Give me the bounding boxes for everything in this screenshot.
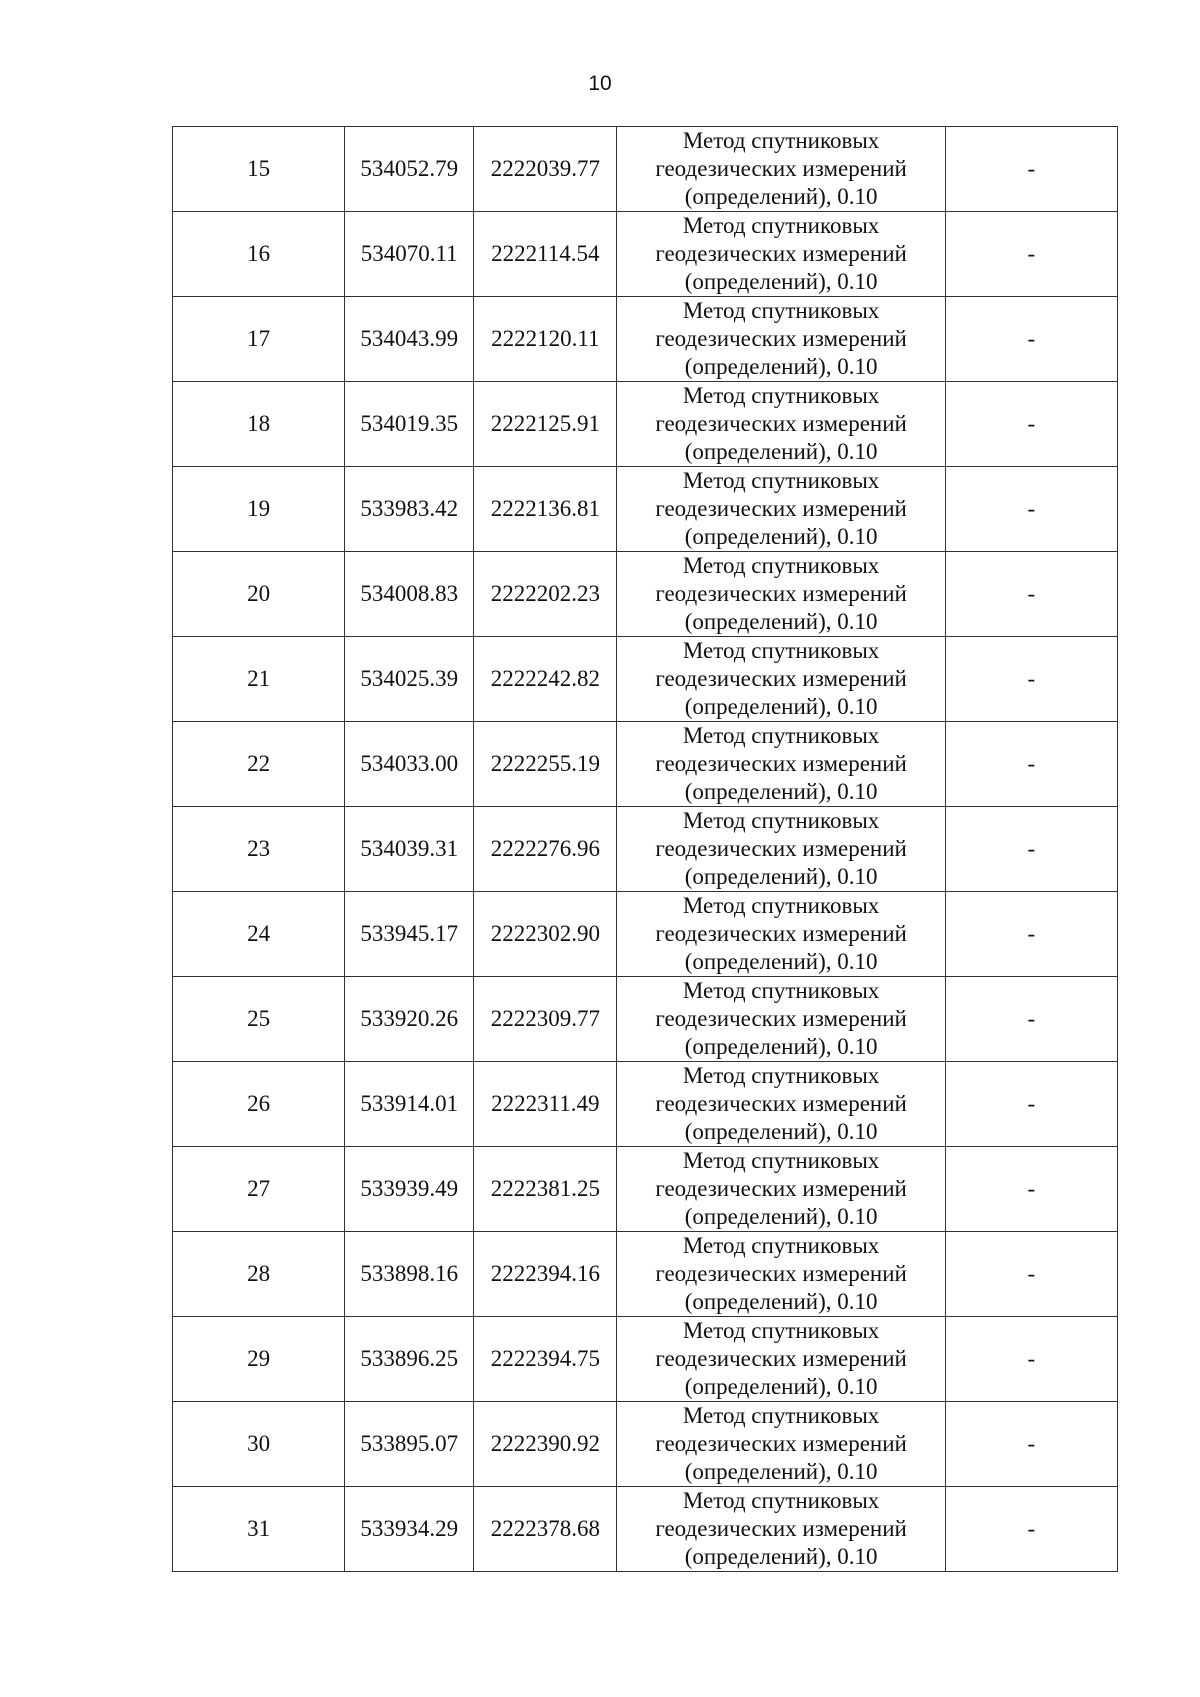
- method-cell: [617, 552, 945, 637]
- method-text-line: Метод спутниковых: [682, 638, 880, 663]
- point-number-cell: 20: [173, 552, 345, 637]
- method-text-line: (определений), 0.10: [684, 1289, 878, 1314]
- method-cell: [617, 1232, 945, 1317]
- x-coordinate-cell: 534008.83: [345, 552, 474, 637]
- x-coordinate-cell: 533934.29: [345, 1487, 474, 1572]
- method-text-line: геодезических измерений: [655, 326, 907, 351]
- method-text-line: геодезических измерений: [655, 1431, 907, 1456]
- method-text-line: Метод спутниковых: [682, 808, 880, 833]
- x-coordinate-cell: 533920.26: [345, 977, 474, 1062]
- y-coordinate-cell: 2222136.81: [474, 467, 617, 552]
- method-text-line: (определений), 0.10: [684, 1204, 878, 1229]
- method-text-line: Метод спутниковых: [682, 1318, 880, 1343]
- x-coordinate-cell: 534033.00: [345, 722, 474, 807]
- table-row: [173, 977, 1118, 1062]
- method-text-line: (определений), 0.10: [684, 694, 878, 719]
- table-row: [173, 1062, 1118, 1147]
- x-coordinate-cell: 533983.42: [345, 467, 474, 552]
- extra-cell: -: [945, 892, 1117, 977]
- y-coordinate-cell: 2222394.16: [474, 1232, 617, 1317]
- method-text-line: Метод спутниковых: [682, 298, 880, 323]
- method-text-line: (определений), 0.10: [684, 1544, 878, 1569]
- method-text-line: Метод спутниковых: [682, 893, 880, 918]
- method-text-line: Метод спутниковых: [682, 553, 880, 578]
- method-cell: [617, 1147, 945, 1232]
- method-text-line: Метод спутниковых: [682, 978, 880, 1003]
- method-text-line: Метод спутниковых: [682, 128, 880, 153]
- point-number-cell: 29: [173, 1317, 345, 1402]
- point-number-cell: 30: [173, 1402, 345, 1487]
- table-row: [173, 637, 1118, 722]
- y-coordinate-cell: 2222125.91: [474, 382, 617, 467]
- y-coordinate-cell: 2222120.11: [474, 297, 617, 382]
- method-text-line: Метод спутниковых: [682, 468, 880, 493]
- method-text-line: Метод спутниковых: [682, 1063, 880, 1088]
- table-row: [173, 552, 1118, 637]
- method-text-line: геодезических измерений: [655, 411, 907, 436]
- method-text-line: геодезических измерений: [655, 1091, 907, 1116]
- method-text-line: геодезических измерений: [655, 1261, 907, 1286]
- method-text-line: геодезических измерений: [655, 156, 907, 181]
- x-coordinate-cell: 534019.35: [345, 382, 474, 467]
- point-number-cell: 16: [173, 212, 345, 297]
- method-text-line: геодезических измерений: [655, 581, 907, 606]
- y-coordinate-cell: 2222302.90: [474, 892, 617, 977]
- table-row: [173, 212, 1118, 297]
- method-cell: [617, 382, 945, 467]
- table-row: [173, 1487, 1118, 1572]
- x-coordinate-cell: 533945.17: [345, 892, 474, 977]
- coordinates-table-body: [173, 127, 1118, 1572]
- method-text-line: Метод спутниковых: [682, 213, 880, 238]
- x-coordinate-cell: 534070.11: [345, 212, 474, 297]
- x-coordinate-cell: 534039.31: [345, 807, 474, 892]
- method-cell: [617, 1402, 945, 1487]
- x-coordinate-cell: 534025.39: [345, 637, 474, 722]
- extra-cell: -: [945, 1147, 1117, 1232]
- method-cell: [617, 977, 945, 1062]
- y-coordinate-cell: 2222242.82: [474, 637, 617, 722]
- method-text-line: Метод спутниковых: [682, 1403, 880, 1428]
- method-cell: [617, 467, 945, 552]
- method-text-line: (определений), 0.10: [684, 354, 878, 379]
- method-text-line: геодезических измерений: [655, 921, 907, 946]
- extra-cell: -: [945, 722, 1117, 807]
- method-text-line: геодезических измерений: [655, 496, 907, 521]
- method-text-line: Метод спутниковых: [682, 723, 880, 748]
- y-coordinate-cell: 2222255.19: [474, 722, 617, 807]
- table-row: [173, 467, 1118, 552]
- table-row: [173, 1147, 1118, 1232]
- extra-cell: -: [945, 467, 1117, 552]
- method-cell: [617, 127, 945, 212]
- extra-cell: -: [945, 382, 1117, 467]
- method-cell: [617, 1317, 945, 1402]
- point-number-cell: 17: [173, 297, 345, 382]
- method-text-line: геодезических измерений: [655, 751, 907, 776]
- method-cell: [617, 892, 945, 977]
- method-text-line: (определений), 0.10: [684, 1459, 878, 1484]
- method-text-line: (определений), 0.10: [684, 609, 878, 634]
- extra-cell: -: [945, 1232, 1117, 1317]
- point-number-cell: 23: [173, 807, 345, 892]
- method-text-line: (определений), 0.10: [684, 1034, 878, 1059]
- extra-cell: -: [945, 1317, 1117, 1402]
- method-text-line: (определений), 0.10: [684, 864, 878, 889]
- extra-cell: -: [945, 1402, 1117, 1487]
- method-text-line: Метод спутниковых: [682, 1488, 880, 1513]
- point-number-cell: 19: [173, 467, 345, 552]
- y-coordinate-cell: 2222378.68: [474, 1487, 617, 1572]
- method-cell: [617, 1487, 945, 1572]
- point-number-cell: 18: [173, 382, 345, 467]
- x-coordinate-cell: 534052.79: [345, 127, 474, 212]
- y-coordinate-cell: 2222394.75: [474, 1317, 617, 1402]
- method-cell: [617, 807, 945, 892]
- y-coordinate-cell: 2222039.77: [474, 127, 617, 212]
- table-row: [173, 297, 1118, 382]
- extra-cell: -: [945, 977, 1117, 1062]
- method-text-line: геодезических измерений: [655, 836, 907, 861]
- method-text-line: геодезических измерений: [655, 1176, 907, 1201]
- point-number-cell: 24: [173, 892, 345, 977]
- table-row: [173, 127, 1118, 212]
- point-number-cell: 26: [173, 1062, 345, 1147]
- table-row: [173, 807, 1118, 892]
- point-number-cell: 15: [173, 127, 345, 212]
- method-cell: [617, 297, 945, 382]
- point-number-cell: 22: [173, 722, 345, 807]
- method-text-line: (определений), 0.10: [684, 184, 878, 209]
- y-coordinate-cell: 2222114.54: [474, 212, 617, 297]
- x-coordinate-cell: 533914.01: [345, 1062, 474, 1147]
- y-coordinate-cell: 2222276.96: [474, 807, 617, 892]
- point-number-cell: 27: [173, 1147, 345, 1232]
- x-coordinate-cell: 533939.49: [345, 1147, 474, 1232]
- point-number-cell: 21: [173, 637, 345, 722]
- method-text-line: геодезических измерений: [655, 241, 907, 266]
- x-coordinate-cell: 533896.25: [345, 1317, 474, 1402]
- extra-cell: -: [945, 807, 1117, 892]
- method-cell: [617, 722, 945, 807]
- method-text-line: Метод спутниковых: [682, 1233, 880, 1258]
- extra-cell: -: [945, 1487, 1117, 1572]
- x-coordinate-cell: 533895.07: [345, 1402, 474, 1487]
- method-text-line: (определений), 0.10: [684, 949, 878, 974]
- y-coordinate-cell: 2222309.77: [474, 977, 617, 1062]
- method-text-line: (определений), 0.10: [684, 1119, 878, 1144]
- table-row: [173, 892, 1118, 977]
- x-coordinate-cell: 533898.16: [345, 1232, 474, 1317]
- method-text-line: (определений), 0.10: [684, 439, 878, 464]
- method-cell: [617, 637, 945, 722]
- extra-cell: -: [945, 297, 1117, 382]
- method-text-line: (определений), 0.10: [684, 1374, 878, 1399]
- method-text-line: геодезических измерений: [655, 666, 907, 691]
- table-row: [173, 1317, 1118, 1402]
- method-text-line: (определений), 0.10: [684, 269, 878, 294]
- y-coordinate-cell: 2222311.49: [474, 1062, 617, 1147]
- table-row: [173, 1402, 1118, 1487]
- table-row: [173, 382, 1118, 467]
- extra-cell: -: [945, 212, 1117, 297]
- method-text-line: Метод спутниковых: [682, 383, 880, 408]
- point-number-cell: 28: [173, 1232, 345, 1317]
- extra-cell: -: [945, 127, 1117, 212]
- method-cell: [617, 212, 945, 297]
- extra-cell: -: [945, 637, 1117, 722]
- method-text-line: геодезических измерений: [655, 1516, 907, 1541]
- page-number: 10: [588, 72, 612, 95]
- method-text-line: геодезических измерений: [655, 1006, 907, 1031]
- extra-cell: -: [945, 1062, 1117, 1147]
- coordinates-table: [172, 126, 1118, 1572]
- extra-cell: -: [945, 552, 1117, 637]
- y-coordinate-cell: 2222381.25: [474, 1147, 617, 1232]
- table-row: [173, 1232, 1118, 1317]
- method-text-line: геодезических измерений: [655, 1346, 907, 1371]
- point-number-cell: 25: [173, 977, 345, 1062]
- method-text-line: (определений), 0.10: [684, 524, 878, 549]
- method-cell: [617, 1062, 945, 1147]
- table-row: [173, 722, 1118, 807]
- x-coordinate-cell: 534043.99: [345, 297, 474, 382]
- y-coordinate-cell: 2222202.23: [474, 552, 617, 637]
- point-number-cell: 31: [173, 1487, 345, 1572]
- method-text-line: (определений), 0.10: [684, 779, 878, 804]
- method-text-line: Метод спутниковых: [682, 1148, 880, 1173]
- y-coordinate-cell: 2222390.92: [474, 1402, 617, 1487]
